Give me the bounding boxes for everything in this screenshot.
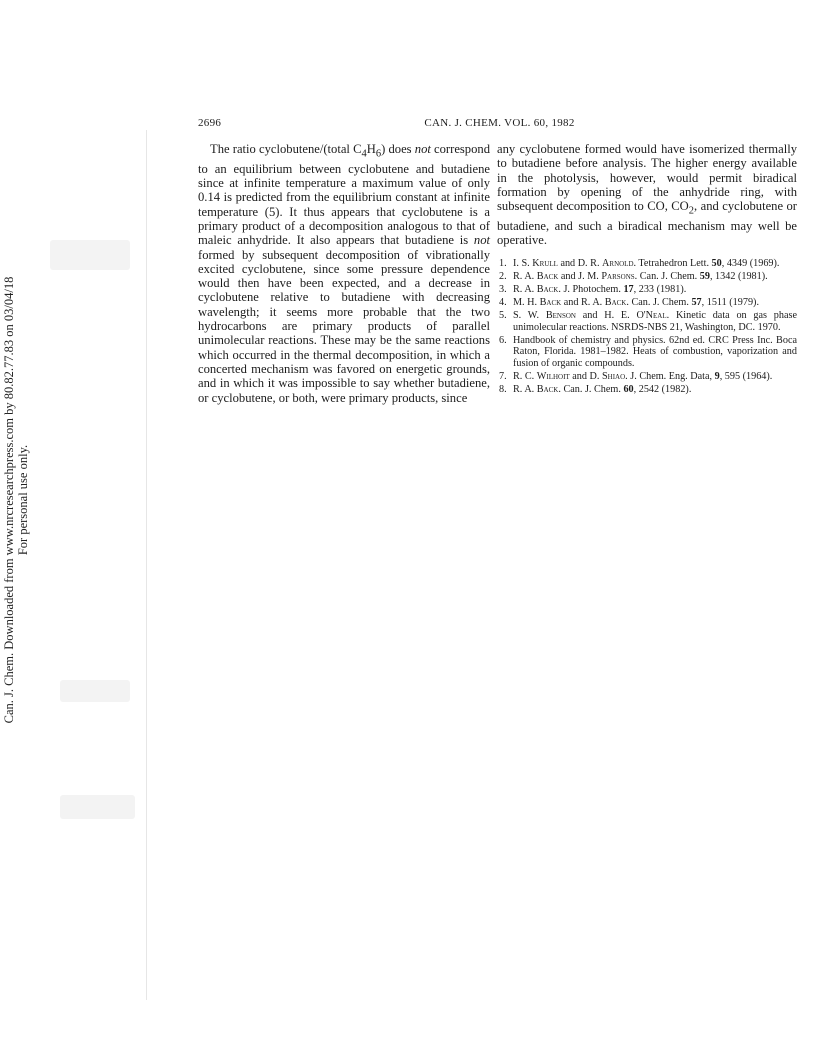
- reference-item: 5. S. W. Benson and H. E. O'Neal. Kinetic data on gas phase unimolecular reactions. NSRDS-NBS 21, Washington, DC. 1970.: [499, 309, 797, 333]
- download-watermark: [2, 265, 38, 735]
- watermark-line-1: Can. J. Chem. Downloaded from www.nrcresearchpress.com by 80.82.77.83 on 03/04/18: [2, 276, 16, 724]
- reference-item: 3. R. A. Back. J. Photochem. 17, 233 (1981).: [499, 283, 687, 295]
- right-column: [497, 142, 797, 397]
- scan-artifact: [60, 795, 135, 819]
- page-number: 2696: [198, 117, 222, 129]
- reference-item: 4. M. H. Back and R. A. Back. Can. J. Chem. 57, 1511 (1979).: [499, 296, 759, 308]
- body-paragraph-continued: any cyclobutene formed would have isomerized thermally to butadiene before analysis. The higher energy available in the photolysis, however, would permit biradical formation by opening of the anhydride ring, with subsequent decomposition to CO, $CO_2$, and cyclobutene or butadiene, and such a biradical mechanism may well be operative.: [497, 142, 797, 248]
- left-column: [198, 142, 490, 405]
- watermark-line-2: For personal use only.: [16, 444, 30, 556]
- reference-item: 6. Handbook of chemistry and physics. 62nd ed. CRC Press Inc. Boca Raton, Florida. 1981–1982. Heats of combustion, vaporization and fusion of organic compounds.: [499, 334, 797, 369]
- gutter-line: [146, 130, 147, 1000]
- running-header: [198, 117, 801, 131]
- journal-citation: CAN. J. CHEM. VOL. 60, 1982: [424, 117, 575, 129]
- reference-item: 8. R. A. Back. Can. J. Chem. 60, 2542 (1982).: [499, 384, 692, 396]
- body-paragraph: The ratio cyclobutene/(total $C_4H_6$) does not correspond to an equilibrium between cyclobutene and butadiene since at infinite temperature a maximum value of only 0.14 is predicted from the equilibrium constant at infinite temperature (5). It thus appears that cyclobutene is a primary product of a decomposition analogous to that of maleic anhydride. It also appears that butadiene is not formed by subsequent decomposition of vibrationally excited cyclobutene, since some pressure dependence would then have been expected, and a decrease in cyclobutene relative to butadiene with decreasing wavelength; it seems more probable that the two hydrocarbons are primary products of parallel unimolecular reactions. These may be the same reactions which occurred in the thermal decomposition, in which a concerted mechanism was favored on energetic grounds, and in which it was impossible to say whether butadiene, or cyclobutene, or both, were primary products, since: [198, 142, 490, 405]
- reference-item: 1. I. S. Krull and D. R. Arnold. Tetrahedron Lett. 50, 4349 (1969).: [499, 257, 780, 269]
- scan-artifact: [60, 680, 130, 702]
- reference-list: [497, 258, 797, 396]
- scan-artifact: [50, 240, 130, 270]
- reference-item: 2. R. A. Back and J. M. Parsons. Can. J. Chem. 59, 1342 (1981).: [499, 270, 768, 282]
- reference-item: 7. R. C. Wilhoit and D. Shiao. J. Chem. Eng. Data, 9, 595 (1964).: [499, 370, 773, 382]
